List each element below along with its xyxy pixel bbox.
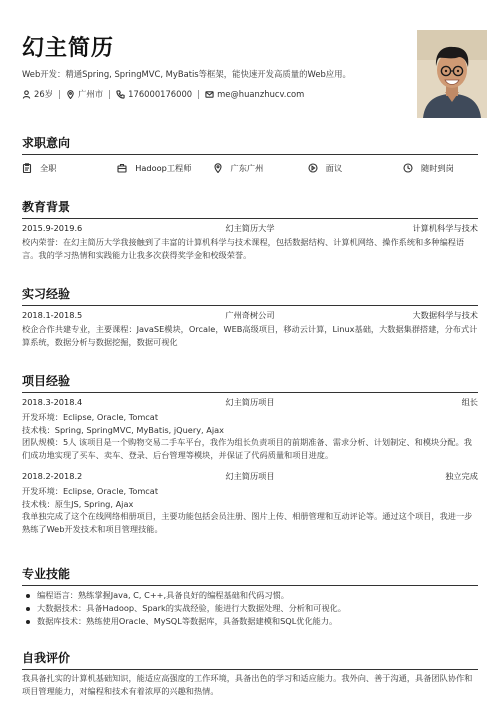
location-icon bbox=[213, 163, 223, 173]
skill-item bbox=[22, 615, 478, 628]
resume-header bbox=[22, 36, 402, 100]
intent-item-salary bbox=[308, 162, 403, 174]
evaluation-description: 我具备扎实的计算机基础知识，能适应高强度的工作环境，具备出色的学习和适应能力。我外向、善于沟通，具备团队协作和项目管理能力，对编程和技术有着浓厚的兴趣和热情。 bbox=[22, 673, 473, 696]
contact-age bbox=[22, 88, 53, 100]
mail-icon bbox=[205, 90, 214, 99]
project-name: 幻主简历项目 bbox=[225, 471, 275, 481]
skill-text: 数据库技术：熟练使用Oracle、MySQL等数据库，具备数据建模和SQL优化能力。 bbox=[37, 616, 338, 626]
avatar bbox=[417, 30, 487, 118]
education-school: 幻主简历大学 bbox=[225, 223, 275, 233]
project-description: 我单独完成了这个在线网络相册项目，主要功能包括会员注册、图片上传、相册管理和互动评论等。通过这个项目，我进一步熟练了Web开发技术和项目管理技能。 bbox=[22, 511, 473, 534]
person-icon bbox=[22, 90, 31, 99]
intent-item-position bbox=[117, 162, 212, 174]
intent-label: 全职 bbox=[40, 163, 57, 173]
skill-text: 编程语言：熟练掌握Java, C, C++,具备良好的编程基础和代码习惯。 bbox=[37, 590, 289, 600]
briefcase-icon bbox=[117, 163, 127, 173]
education-major: 计算机科学与技术 bbox=[412, 223, 478, 233]
contact-city bbox=[66, 88, 103, 100]
project-env: 开发环境：Eclipse, Oracle, Tomcat bbox=[22, 486, 159, 496]
project-row bbox=[22, 470, 478, 482]
project-stack: 技术栈：Spring, SpringMVC, MyBatis, jQuery, Ajax bbox=[22, 424, 224, 435]
project-role: 独立完成 bbox=[445, 471, 478, 481]
intent-item-location bbox=[213, 162, 308, 174]
contact-phone[interactable] bbox=[116, 88, 192, 100]
clock-icon bbox=[403, 163, 413, 173]
intent-item-availability bbox=[403, 162, 478, 174]
skills-list bbox=[22, 589, 478, 628]
map-pin-icon bbox=[66, 90, 75, 99]
education-row bbox=[22, 222, 478, 234]
section-title: 实习经验 bbox=[22, 286, 478, 306]
bullet-icon bbox=[26, 620, 30, 624]
project-description: 团队规模：5人 该项目是一个购物交易二手车平台，我作为组长负责项目的前期准备、需求分析、计划制定、和模块分配。我们成功地实现了买车、卖车、登录、后台管理等模块，并保证了代码质量和项目进度。 bbox=[22, 437, 472, 460]
intent-item-type bbox=[22, 162, 117, 174]
project-stack: 技术栈：原生JS, Spring, Ajax bbox=[22, 498, 134, 509]
section-skills bbox=[22, 566, 478, 628]
internship-date: 2018.1-2018.5 bbox=[22, 310, 83, 320]
section-self-evaluation bbox=[22, 650, 478, 698]
section-internship bbox=[22, 286, 478, 349]
internship-company: 广州奇树公司 bbox=[225, 310, 275, 320]
section-title: 项目经验 bbox=[22, 373, 478, 393]
project-name: 幻主简历项目 bbox=[225, 397, 275, 407]
contact-divider bbox=[198, 90, 199, 99]
education-description: 校内荣誉：在幻主简历大学我接触到了丰富的计算机科学与技术课程，包括数据结构、计算机网络、操作系统和多种编程语言。我的学习热情和实践能力让我多次获得奖学金和校级荣誉。 bbox=[22, 237, 465, 260]
skill-item bbox=[22, 602, 478, 615]
project-date: 2018.3-2018.4 bbox=[22, 397, 83, 407]
intent-label: 面议 bbox=[325, 163, 343, 173]
internship-row bbox=[22, 309, 478, 321]
project-role: 组长 bbox=[461, 397, 478, 407]
phone-text: 176000176000 bbox=[128, 89, 193, 99]
project-date: 2018.2-2018.2 bbox=[22, 471, 83, 481]
age-text: 26岁 bbox=[34, 89, 54, 99]
email-text: me@huanzhucv.com bbox=[217, 89, 305, 99]
city-text: 广州市 bbox=[78, 89, 104, 99]
resume-name: 幻主简历 bbox=[22, 36, 115, 61]
intent-label: 广东广州 bbox=[230, 163, 264, 173]
section-education bbox=[22, 199, 478, 262]
intent-label: 随时到岗 bbox=[421, 163, 454, 173]
section-projects bbox=[22, 373, 478, 535]
section-job-intent bbox=[22, 135, 478, 174]
section-title: 专业技能 bbox=[22, 566, 478, 586]
skill-text: 大数据技术：具备Hadoop、Spark的实战经验，能进行大数据处理、分析和可视化。 bbox=[37, 603, 346, 613]
internship-role: 大数据科学与技术 bbox=[412, 310, 478, 320]
internship-description: 校企合作共建专业，主要课程：JavaSE模块，Orcale，WEB高级项目，移动云计算，Linux基础，大数据集群搭建，分布式计算系统，数据分析与数据挖掘，数据可视化 bbox=[22, 324, 478, 347]
section-title: 教育背景 bbox=[22, 199, 478, 219]
project-env: 开发环境：Eclipse, Oracle, Tomcat bbox=[22, 412, 159, 422]
resume-summary: Web开发：精通Spring, SpringMVC, MyBatis等框架，能快速开发高质量的Web应用。 bbox=[22, 69, 351, 79]
phone-icon bbox=[116, 90, 125, 99]
section-title: 求职意向 bbox=[22, 135, 478, 155]
intent-label: Hadoop工程师 bbox=[135, 163, 192, 173]
contact-email[interactable] bbox=[205, 88, 304, 100]
education-date: 2015.9-2019.6 bbox=[22, 223, 83, 233]
clipboard-icon bbox=[22, 163, 32, 173]
contact-bar bbox=[22, 88, 402, 100]
skill-item bbox=[22, 589, 478, 602]
profile-photo bbox=[417, 30, 487, 118]
contact-divider bbox=[59, 90, 60, 99]
section-title: 自我评价 bbox=[22, 650, 478, 670]
interview-icon bbox=[308, 163, 318, 173]
contact-divider bbox=[109, 90, 110, 99]
bullet-icon bbox=[26, 594, 30, 598]
bullet-icon bbox=[26, 607, 30, 611]
intent-list bbox=[22, 162, 478, 174]
project-row bbox=[22, 396, 478, 408]
